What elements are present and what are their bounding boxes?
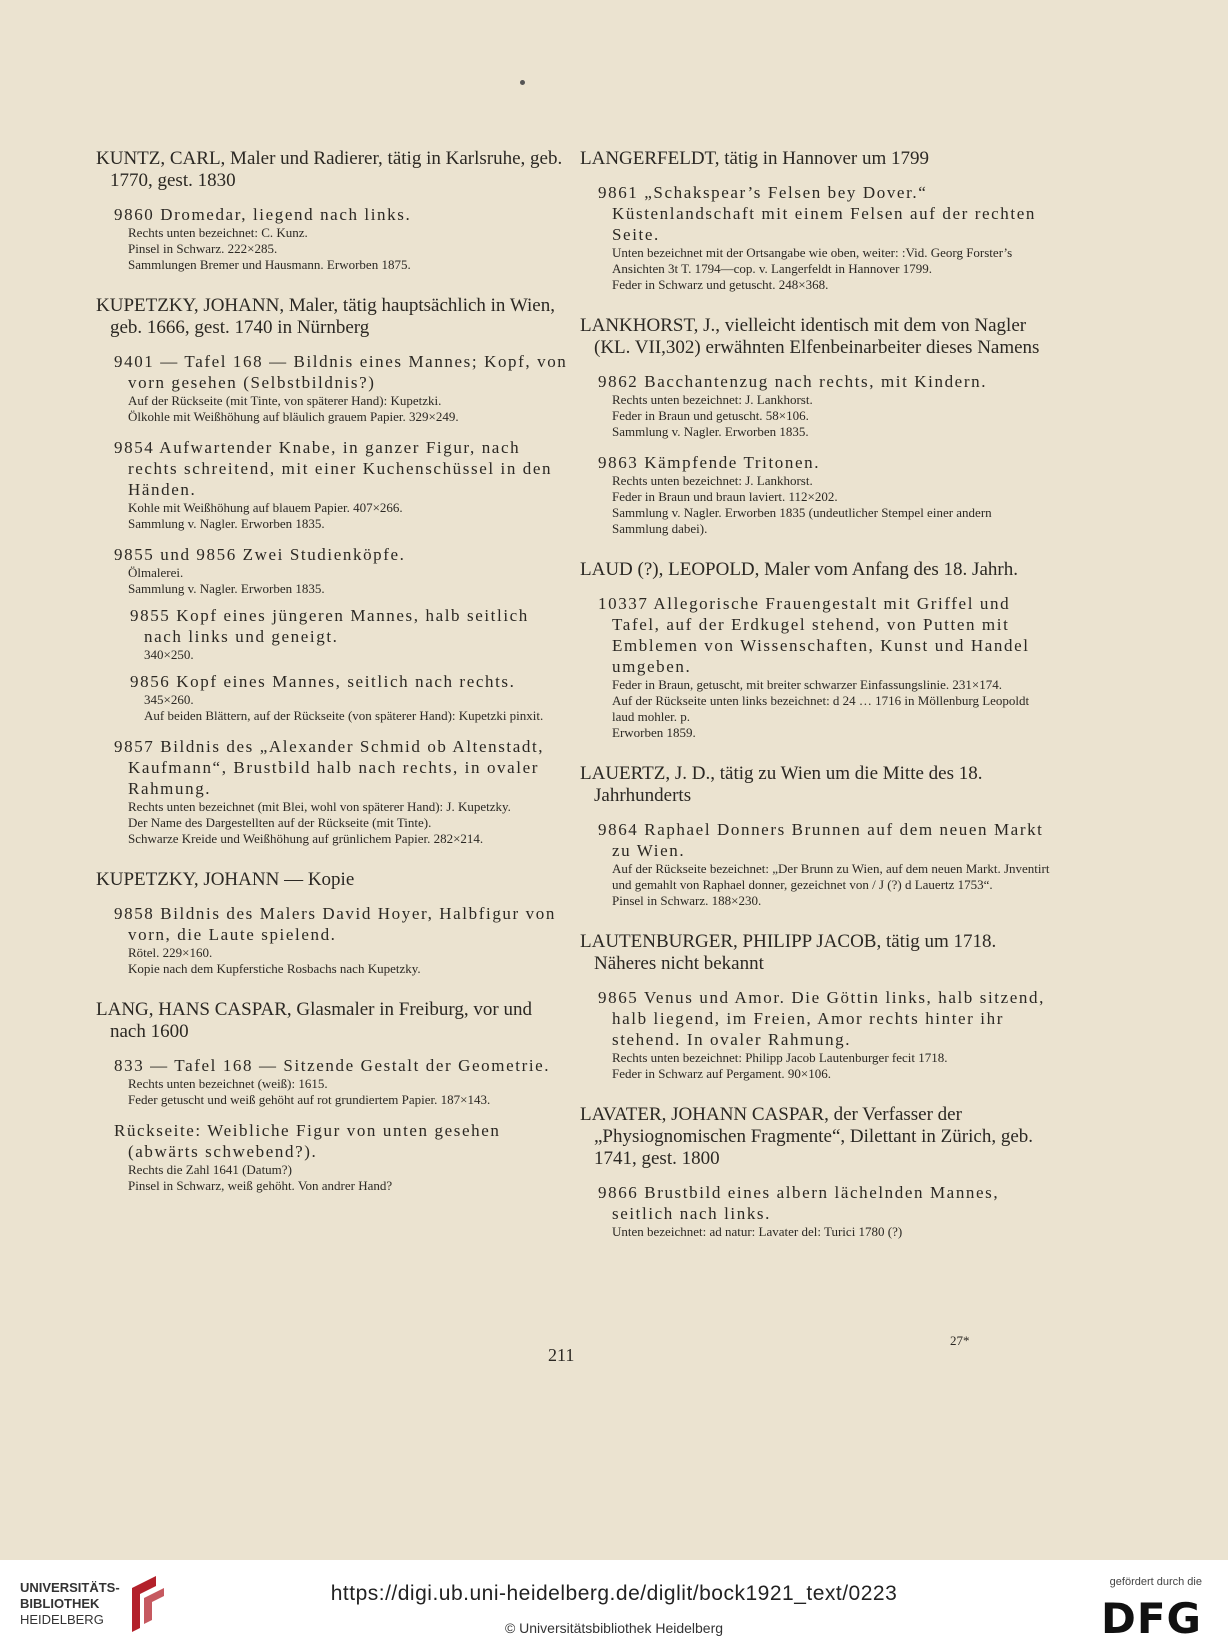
entry-title: 9862 Bacchantenzug nach rechts, mit Kindern. bbox=[598, 372, 988, 391]
funding-note: gefördert durch die bbox=[1109, 1576, 1202, 1588]
ink-dot bbox=[520, 80, 525, 85]
entry-note: Rötel. 229×160. bbox=[128, 945, 213, 960]
entry-note: Kohle mit Weißhöhung auf blauem Papier. 407×266. bbox=[128, 500, 403, 515]
entry-title: 9861 „Schakspear’s Felsen bey Dover.“ Küstenlandschaft mit einem Felsen auf der rechten Seite. bbox=[598, 183, 1036, 244]
catalog-entry bbox=[598, 593, 1050, 741]
entry-note: Auf der Rückseite bezeichnet: „Der Brunn zu Wien, auf dem neuen Markt. Jnventirt und gemahlt von Raphael donner, gezeichnet von / J (?) d Lauertz 1753“. bbox=[612, 861, 1050, 892]
entry-title: 9866 Brustbild eines albern lächelnden Mannes, seitlich nach links. bbox=[598, 1183, 1000, 1223]
library-name-line: BIBLIOTHEK bbox=[20, 1596, 100, 1611]
entry-note: Rechts unten bezeichnet: C. Kunz. bbox=[128, 225, 308, 240]
entry-note: Sammlung v. Nagler. Erworben 1835. bbox=[128, 516, 325, 531]
entry-note: Auf der Rückseite (mit Tinte, von späterer Hand): Kupetzki. bbox=[128, 393, 442, 408]
entry-note: Ölkohle mit Weißhöhung auf bläulich grauem Papier. 329×249. bbox=[128, 409, 459, 424]
catalog-entry bbox=[114, 204, 571, 273]
entry-note: Rechts unten bezeichnet: Philipp Jacob Lautenburger fecit 1718. bbox=[612, 1050, 948, 1065]
entry-note: Ölmalerei. bbox=[128, 565, 184, 580]
catalog-entry bbox=[598, 1182, 1050, 1240]
entry-note: Feder getuscht und weiß gehöht auf rot grundiertem Papier. 187×143. bbox=[128, 1092, 491, 1107]
catalog-entry bbox=[114, 1055, 571, 1108]
entry-note: Rechts unten bezeichnet: J. Lankhorst. bbox=[612, 392, 813, 407]
entry-title: 9865 Venus und Amor. Die Göttin links, halb sitzend, halb liegend, im Freien, Amor rechts hinter ihr stehend. In ovaler Rahmung. bbox=[598, 988, 1045, 1049]
artist-heading: LAUTENBURGER, PHILIPP JACOB, tätig um 1718. Näheres nicht bekannt bbox=[580, 931, 997, 974]
entry-note: Pinsel in Schwarz. 222×285. bbox=[128, 241, 278, 256]
catalog-entry bbox=[114, 1120, 571, 1194]
left-column bbox=[96, 148, 571, 1194]
artist-heading: LAUD (?), LEOPOLD, Maler vom Anfang des 18. Jahrh. bbox=[580, 559, 1018, 580]
entry-title: 9860 Dromedar, liegend nach links. bbox=[114, 205, 412, 224]
entry-note: Feder in Braun und getuscht. 58×106. bbox=[612, 408, 809, 423]
catalog-entry bbox=[598, 371, 1050, 440]
entry-note: Feder in Braun und braun laviert. 112×202. bbox=[612, 489, 838, 504]
entry-title: 10337 Allegorische Frauengestalt mit Griffel und Tafel, auf der Erdkugel stehend, von Putten mit Emblemen von Wissenschaften, Kunst und Handel umgeben. bbox=[598, 594, 1030, 676]
artist-heading: KUPETZKY, JOHANN — Kopie bbox=[96, 869, 355, 890]
entry-title: 9855 Kopf eines jüngeren Mannes, halb seitlich nach links und geneigt. bbox=[130, 606, 529, 646]
entry-note: Pinsel in Schwarz. 188×230. bbox=[612, 893, 762, 908]
library-name-line: HEIDELBERG bbox=[20, 1612, 104, 1627]
document-url-link[interactable]: https://digi.ub.uni-heidelberg.de/diglit/bock1921_text/0223 bbox=[330, 1582, 898, 1605]
right-column bbox=[580, 148, 1050, 1240]
entry-title: 9857 Bildnis des „Alexander Schmid ob Altenstadt, Kaufmann“, Brustbild halb nach rechts, in ovaler Rahmung. bbox=[114, 737, 545, 798]
entry-note: Feder in Schwarz auf Pergament. 90×106. bbox=[612, 1066, 832, 1081]
catalog-entry bbox=[114, 351, 571, 425]
artist-heading: LANG, HANS CASPAR, Glasmaler in Freiburg, vor und nach 1600 bbox=[96, 999, 532, 1042]
artist-heading: LANGERFELDT, tätig in Hannover um 1799 bbox=[580, 148, 929, 169]
catalog-entry bbox=[598, 182, 1050, 293]
entry-note: 345×260. bbox=[144, 692, 194, 707]
entry-note: Feder in Schwarz und getuscht. 248×368. bbox=[612, 277, 829, 292]
artist-heading: KUNTZ, CARL, Maler und Radierer, tätig in Karlsruhe, geb. 1770, gest. 1830 bbox=[96, 148, 563, 191]
entry-note: Unten bezeichnet: ad natur: Lavater del: Turici 1780 (?) bbox=[612, 1224, 903, 1239]
catalog-entry bbox=[114, 544, 571, 724]
sub-entry bbox=[130, 605, 571, 663]
artist-heading: LANKHORST, J., vielleicht identisch mit dem von Nagler (KL. VII,302) erwähnten Elfenbeinarbeiter dieses Namens bbox=[580, 315, 1040, 358]
entry-note: Sammlung v. Nagler. Erworben 1835. bbox=[612, 424, 809, 439]
entry-title: 9854 Aufwartender Knabe, in ganzer Figur, nach rechts schreitend, mit einer Kuchenschüssel in den Händen. bbox=[114, 438, 553, 499]
artist-heading: LAUERTZ, J. D., tätig zu Wien um die Mitte des 18. Jahrhunderts bbox=[580, 763, 983, 806]
entry-note: Feder in Braun, getuscht, mit breiter schwarzer Einfassungslinie. 231×174. bbox=[612, 677, 1003, 692]
entry-note: Sammlung v. Nagler. Erworben 1835 (undeutlicher Stempel einer andern Sammlung dabei). bbox=[612, 505, 992, 536]
entry-note: Unten bezeichnet mit der Ortsangabe wie oben, weiter: :Vid. Georg Forster’s Ansichten 3t T. 1794—cop. v. Langerfeldt in Hannover 1799. bbox=[612, 245, 1013, 276]
entry-title: Rückseite: Weibliche Figur von unten gesehen (abwärts schwebend?). bbox=[114, 1121, 501, 1161]
entry-note: Der Name des Dargestellten auf der Rückseite (mit Tinte). bbox=[128, 815, 432, 830]
entry-title: 833 — Tafel 168 — Sitzende Gestalt der Geometrie. bbox=[114, 1056, 551, 1075]
entry-note: Sammlung v. Nagler. Erworben 1835. bbox=[128, 581, 325, 596]
page-number: 211 bbox=[548, 1345, 575, 1365]
entry-note: Rechts unten bezeichnet: J. Lankhorst. bbox=[612, 473, 813, 488]
catalog-entry bbox=[598, 819, 1050, 909]
entry-title: 9855 und 9856 Zwei Studienköpfe. bbox=[114, 545, 406, 564]
catalog-entry bbox=[598, 452, 1050, 537]
entry-note: Rechts unten bezeichnet (weiß): 1615. bbox=[128, 1076, 328, 1091]
catalog-entry bbox=[598, 987, 1050, 1082]
entry-title: 9863 Kämpfende Tritonen. bbox=[598, 453, 821, 472]
entry-title: 9858 Bildnis des Malers David Hoyer, Halbfigur von vorn, die Laute spielend. bbox=[114, 904, 556, 944]
entry-note: Pinsel in Schwarz, weiß gehöht. Von andrer Hand? bbox=[128, 1178, 393, 1193]
dfg-logo: DFG bbox=[1100, 1594, 1202, 1643]
entry-note: Kopie nach dem Kupferstiche Rosbachs nach Kupetzky. bbox=[128, 961, 421, 976]
library-name-line: UNIVERSITÄTS- bbox=[20, 1580, 120, 1595]
entry-note: Rechts die Zahl 1641 (Datum?) bbox=[128, 1162, 292, 1177]
sub-entry bbox=[130, 671, 571, 724]
entry-note: Erworben 1859. bbox=[612, 725, 696, 740]
artist-heading: KUPETZKY, JOHANN, Maler, tätig hauptsächlich in Wien, geb. 1666, gest. 1740 in Nürnberg bbox=[96, 295, 555, 338]
sheet-signature: 27* bbox=[950, 1333, 970, 1348]
viewer-footer bbox=[0, 1560, 1228, 1649]
entry-note: Schwarze Kreide und Weißhöhung auf grünlichem Papier. 282×214. bbox=[128, 831, 484, 846]
catalog-entry bbox=[114, 437, 571, 532]
entry-note: Sammlungen Bremer und Hausmann. Erworben 1875. bbox=[128, 257, 411, 272]
catalog-entry bbox=[114, 903, 571, 977]
entry-title: 9864 Raphael Donners Brunnen auf dem neuen Markt zu Wien. bbox=[598, 820, 1044, 860]
entry-title: 9856 Kopf eines Mannes, seitlich nach rechts. bbox=[130, 672, 516, 691]
entry-note: Auf der Rückseite unten links bezeichnet: d 24 … 1716 in Möllenburg Leopoldt laud mohler. p. bbox=[612, 693, 1030, 724]
artist-heading: LAVATER, JOHANN CASPAR, der Verfasser der „Physiognomischen Fragmente“, Dilettant in Zürich, geb. 1741, gest. 1800 bbox=[580, 1104, 1034, 1169]
copyright-text: © Universitätsbibliothek Heidelberg bbox=[504, 1620, 724, 1636]
entry-note: 340×250. bbox=[144, 647, 194, 662]
entry-title: 9401 — Tafel 168 — Bildnis eines Mannes; Kopf, von vorn gesehen (Selbstbildnis?) bbox=[114, 352, 568, 392]
catalog-entry bbox=[114, 736, 571, 847]
entry-note: Auf beiden Blättern, auf der Rückseite (von späterer Hand): Kupetzki pinxit. bbox=[144, 708, 544, 723]
entry-note: Rechts unten bezeichnet (mit Blei, wohl von späterer Hand): J. Kupetzky. bbox=[128, 799, 511, 814]
